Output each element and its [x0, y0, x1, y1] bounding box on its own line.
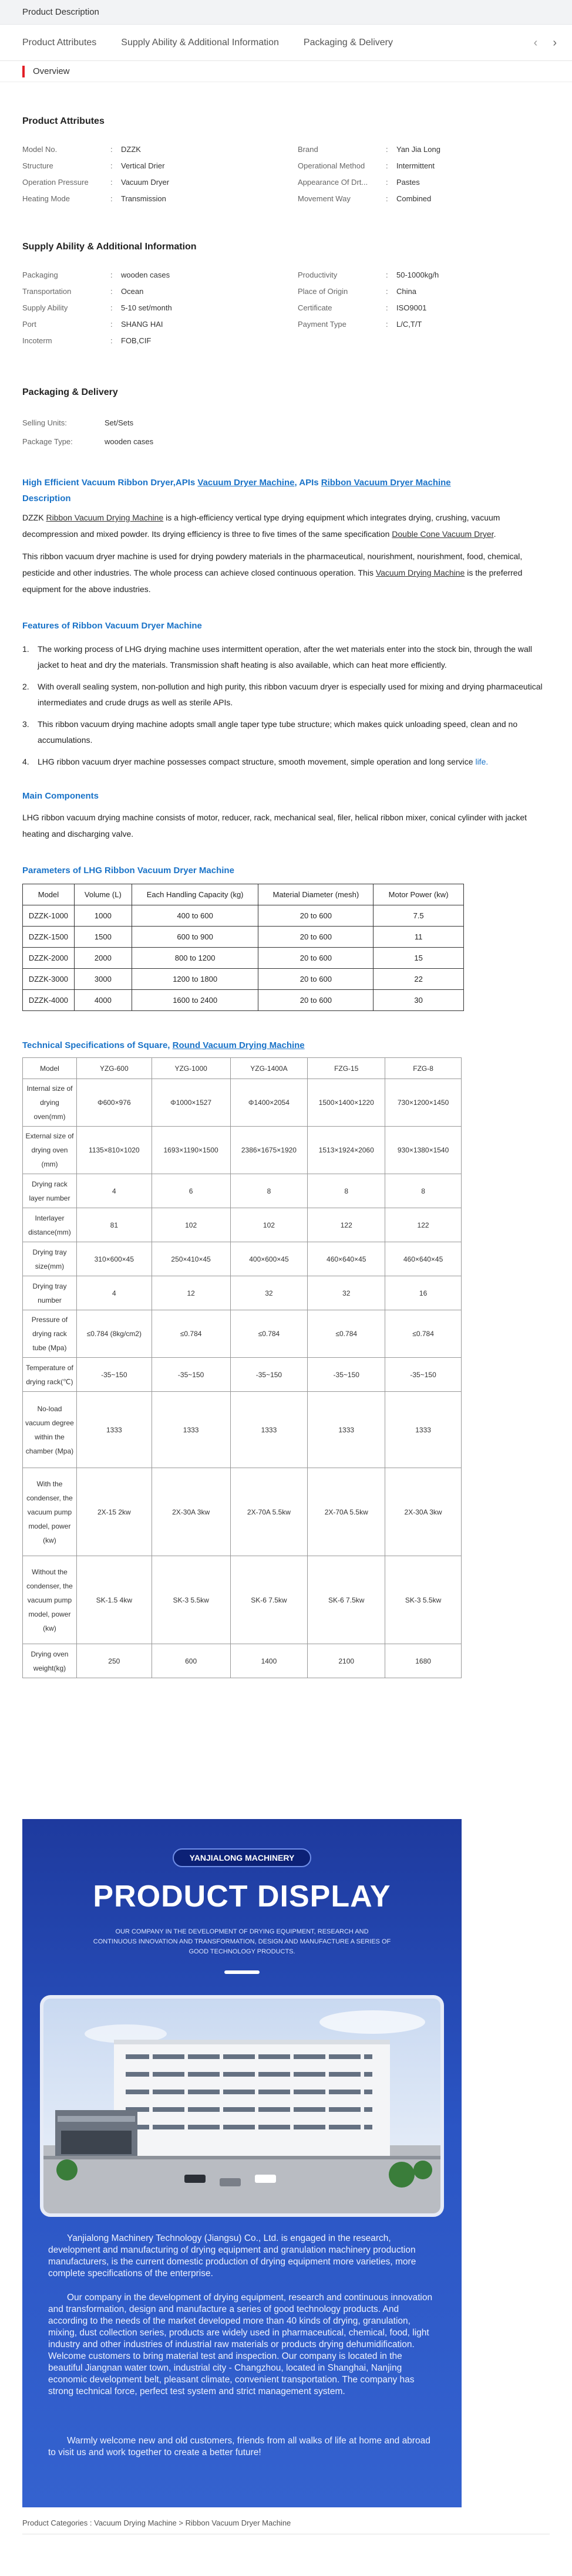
banner-divider	[224, 1970, 260, 1974]
attribute-value: SHANG HAI	[121, 319, 163, 329]
factory-building-image	[40, 1995, 444, 2217]
attribute-row: Structure : Vertical Drier	[22, 161, 165, 170]
banner-title: PRODUCT DISPLAY	[93, 1879, 391, 1914]
params-title: Parameters of LHG Ribbon Vacuum Dryer Machine	[22, 866, 234, 875]
attribute-value: 5-10 set/month	[121, 303, 172, 312]
factory-illustration	[43, 1999, 440, 2213]
attribute-value: Vertical Drier	[121, 161, 165, 170]
list-item: 2. With overall sealing system, non-pollution and high purity, this ribbon vacuum dryer is especially used for mixing and drying pharmaceutical intermediates and crude drugs as well as sterile APIs.	[22, 682, 543, 707]
column-header: FZG-8	[385, 1058, 462, 1079]
round-vacuum-drying-machine-link[interactable]: Round Vacuum Drying Machine	[172, 1040, 305, 1050]
attribute-row: Brand : Yan Jia Long	[298, 144, 440, 154]
ribbon-vacuum-drying-machine-link[interactable]: Ribbon Vacuum Drying Machine	[46, 513, 164, 522]
attribute-value: Set/Sets	[105, 418, 134, 427]
attribute-row: Model No. : DZZK	[22, 144, 141, 154]
table-row: Drying rack layer number 4 6 8 8 8	[23, 1174, 462, 1208]
attribute-value: Combined	[396, 194, 432, 203]
banner-subtitle: OUR COMPANY IN THE DEVELOPMENT OF DRYING EQUIPMENT, RESEARCH AND CONTINUOUS INNOVATION AND TRANSFORMATION, DESIGN AND MANUFACTURE A SERIES OF GOOD TECHNOLOGY PRODUCTS.	[93, 1928, 391, 1955]
column-header: YZG-1400A	[230, 1058, 308, 1079]
attribute-row: Certificate : ISO9001	[298, 303, 427, 312]
column-header: YZG-600	[76, 1058, 152, 1079]
tab-product-attributes[interactable]: Product Attributes	[22, 37, 97, 48]
attribute-row: Supply Ability : 5-10 set/month	[22, 303, 172, 312]
attribute-key: Transportation	[22, 286, 72, 296]
category-link-vacuum-drying[interactable]: Vacuum Drying Machine	[94, 2518, 177, 2527]
product-attributes-title: Product Attributes	[22, 116, 105, 126]
supply-ability-grid	[22, 266, 550, 349]
product-headline: High Efficient Vacuum Ribbon Dryer,APIs Vacuum Dryer Machine, APIs Ribbon Vacuum Dryer Machine	[22, 478, 451, 488]
attributes-left-column	[22, 141, 274, 207]
category-link-ribbon-vacuum-dryer[interactable]: Ribbon Vacuum Dryer Machine	[185, 2518, 291, 2527]
table-row: DZZK-2000 2000 800 to 1200 20 to 600 15	[23, 948, 464, 969]
column-header: Material Diameter (mesh)	[258, 884, 374, 905]
chevron-right-icon[interactable]: ›	[553, 36, 557, 49]
attribute-row	[22, 432, 550, 451]
ribbon-vacuum-dryer-link[interactable]: Ribbon Vacuum Dryer Machine	[321, 478, 451, 488]
table-row: DZZK-3000 3000 1200 to 1800 20 to 600 22	[23, 969, 464, 990]
product-display-banner	[22, 1819, 462, 2507]
vacuum-dryer-link[interactable]: Vacuum Dryer Machine	[197, 478, 295, 488]
column-header: Volume (L)	[74, 884, 132, 905]
list-item: 4. LHG ribbon vacuum dryer machine possesses compact structure, smooth movement, simple operation and long service life.	[22, 757, 489, 766]
column-header: Each Handling Capacity (kg)	[132, 884, 258, 905]
attribute-row: Incoterm : FOB,CIF	[22, 336, 152, 345]
tab-bar	[0, 25, 572, 61]
attribute-row: Productivity : 50-1000kg/h	[298, 270, 439, 279]
table-row: Drying tray number 4 12 32 32 16	[23, 1276, 462, 1310]
attribute-value: Pastes	[396, 177, 420, 187]
list-item: 3. This ribbon vacuum drying machine adopts small angle taper type tube structure; which makes quick unloading speed, clean and no accumulations.	[22, 719, 518, 745]
table-row: DZZK-4000 4000 1600 to 2400 20 to 600 30	[23, 990, 464, 1011]
attribute-key: Port	[22, 319, 36, 329]
components-title: Main Components	[22, 791, 99, 801]
features-title: Features of Ribbon Vacuum Dryer Machine	[22, 621, 202, 631]
column-header: Model	[23, 884, 75, 905]
attribute-key: Operational Method	[298, 161, 365, 170]
company-paragraph-1: Yanjialong Machinery Technology (Jiangsu) Co., Ltd. is engaged in the research, development and manufacturing of drying equipment and granulation machinery production manufacturers, is the current domestic production of drying equipment more varieties, more complete specifications of the enterprise.	[48, 2233, 416, 2278]
attribute-key: Package Type:	[22, 437, 73, 446]
attribute-key: Selling Units:	[22, 418, 67, 427]
attribute-row: Payment Type : L/C,T/T	[298, 319, 422, 329]
attribute-value: FOB,CIF	[121, 336, 152, 345]
table-row: DZZK-1500 1500 600 to 900 20 to 600 11	[23, 927, 464, 948]
table-header-row	[23, 884, 464, 905]
features-list	[22, 641, 550, 770]
main-content	[0, 116, 572, 1678]
double-cone-vacuum-dryer-link[interactable]: Double Cone Vacuum Dryer	[392, 529, 494, 539]
attribute-row: Movement Way : Combined	[298, 194, 432, 203]
attribute-key: Place of Origin	[298, 286, 348, 296]
attribute-key: Operation Pressure	[22, 177, 89, 187]
table-row: External size of drying oven (mm) 1135×810×1020 1693×1190×1500 2386×1675×1920 1513×1924×2060 930×1380×1540	[23, 1127, 462, 1174]
attribute-value: wooden cases	[105, 437, 154, 446]
table-row: Pressure of drying rack tube (Mpa) ≤0.784 (8kg/cm2) ≤0.784 ≤0.784 ≤0.784 ≤0.784	[23, 1310, 462, 1358]
parameters-table	[22, 884, 464, 1011]
company-paragraph-2: Our company in the development of drying equipment, research and continuous innovation and transformation, design and manufacture a series of good technology products. And according to the needs of the market developed more than 40 kinds of drying, granulation, mixing, dust collection series, products are widely used in pharmaceutical, chemical, food, light industry and other industries of industrial raw materials or products drying dehumidification. Welcome customers to bring material test and inspection. Our company is located in the beautiful Jiangnan water town, industrial city - Changzhou, located in Shanghai, Nanjing economic development belt, pleasant climate, convenient transportation. The company has strong technical force, perfect test system and strict management system.	[48, 2293, 433, 2396]
table-row: Without the condenser, the vacuum pump model, power (kw) SK-1.5 4kw SK-3 5.5kw SK-6 7.5kw SK-6 7.5kw SK-3 5.5kw	[23, 1556, 462, 1644]
attribute-row: Appearance Of Drt... : Pastes	[298, 177, 420, 187]
attribute-key: Model No.	[22, 144, 58, 154]
attribute-row: Port : SHANG HAI	[22, 319, 163, 329]
attribute-value: China	[396, 286, 416, 296]
attribute-key: Heating Mode	[22, 194, 70, 203]
attribute-value: Transmission	[121, 194, 166, 203]
table-header-row	[23, 1058, 462, 1079]
attribute-value: Ocean	[121, 286, 144, 296]
tech-specs-table	[22, 1057, 462, 1678]
company-paragraph-3: Warmly welcome new and old customers, friends from all walks of life at home and abroad to visit us and work together to create a better future!	[48, 2436, 430, 2457]
attribute-value: L/C,T/T	[396, 319, 422, 329]
column-header: FZG-15	[308, 1058, 385, 1079]
table-row: Drying tray size(mm) 310×600×45 250×410×45 400×600×45 460×640×45 460×640×45	[23, 1242, 462, 1276]
supply-ability-title: Supply Ability & Additional Information	[22, 242, 197, 252]
attribute-value: ISO9001	[396, 303, 427, 312]
column-header: YZG-1000	[152, 1058, 230, 1079]
table-row: DZZK-1000 1000 400 to 600 20 to 600 7.5	[23, 905, 464, 927]
table-row: Internal size of drying oven(mm) Φ600×976 Φ1000×1527 Φ1400×2054 1500×1400×1220 730×1200×1450	[23, 1079, 462, 1127]
tab-packaging-delivery[interactable]: Packaging & Delivery	[303, 37, 393, 48]
attribute-row: Operational Method : Intermittent	[298, 161, 435, 170]
table-row: With the condenser, the vacuum pump model, power (kw) 2X-15 2kw 2X-30A 3kw 2X-70A 5.5kw 2X-70A 5.5kw 2X-30A 3kw	[23, 1468, 462, 1556]
product-attributes-grid	[22, 141, 550, 207]
attribute-row: Transportation : Ocean	[22, 286, 144, 296]
attribute-value: Yan Jia Long	[396, 144, 440, 154]
attribute-key: Incoterm	[22, 336, 52, 345]
attribute-value: 50-1000kg/h	[396, 270, 439, 279]
components-text: LHG ribbon vacuum drying machine consists of motor, reducer, rack, mechanical seal, filer, helical ribbon mixer, conical cylinder with jacket heating and discharging valve.	[22, 813, 527, 839]
attribute-key: Brand	[298, 144, 318, 154]
attribute-key: Appearance Of Drt...	[298, 177, 368, 187]
overview-label: Overview	[33, 66, 70, 76]
table-row: No-load vacuum degree within the chamber (Mpa) 1333 1333 1333 1333 1333	[23, 1392, 462, 1468]
packaging-title: Packaging & Delivery	[22, 387, 118, 397]
attribute-key: Supply Ability	[22, 303, 68, 312]
attribute-value: DZZK	[121, 144, 141, 154]
vacuum-drying-machine-link[interactable]: Vacuum Drying Machine	[375, 568, 465, 577]
description-paragraph-1: DZZK Ribbon Vacuum Drying Machine is a high-efficiency vertical type drying equipment which integrates drying, crushing, vacuum decompression and mixed powder. Its drying efficiency is three to five times of the same specification Double Cone Vacuum Dryer.	[22, 513, 500, 539]
attribute-value: Vacuum Dryer	[121, 177, 170, 187]
supply-left-column	[22, 266, 274, 349]
tab-scroll-controls	[534, 25, 557, 61]
overview-heading	[0, 61, 572, 82]
attribute-key: Structure	[22, 161, 53, 170]
attribute-row: Packaging : wooden cases	[22, 270, 170, 279]
tab-supply-ability[interactable]: Supply Ability & Additional Information	[121, 37, 279, 48]
attribute-key: Productivity	[298, 270, 338, 279]
attribute-key: Payment Type	[298, 319, 346, 329]
page-title: Product Description	[22, 7, 99, 17]
packaging-list	[22, 413, 550, 451]
attribute-row: Heating Mode : Transmission	[22, 194, 166, 203]
column-header: Model	[23, 1058, 77, 1079]
list-item: 1. The working process of LHG drying machine uses intermittent operation, after the wet materials enter into the stock bin, through the wall jacket to heat and dry the materials. Transmission shaft heating is also available, which can heat more efficiently.	[22, 644, 532, 670]
description-header	[0, 0, 572, 25]
attribute-value: Intermittent	[396, 161, 435, 170]
overview-accent-bar	[22, 66, 25, 77]
attribute-key: Certificate	[298, 303, 332, 312]
breadcrumb: Product Categories : Vacuum Drying Machine > Ribbon Vacuum Dryer Machine	[22, 2518, 291, 2527]
attribute-key: Movement Way	[298, 194, 351, 203]
attribute-value: wooden cases	[121, 270, 170, 279]
table-row: Temperature of drying rack(℃) -35~150 -35~150 -35~150 -35~150 -35~150	[23, 1358, 462, 1392]
column-header: Motor Power (kw)	[374, 884, 464, 905]
attributes-right-column	[298, 141, 550, 207]
attribute-row	[22, 413, 550, 432]
description-paragraph-2: This ribbon vacuum dryer machine is used for drying powdery materials in the pharmaceutical, nourishment, nourishment, food, chemical, pesticide and other industries. The whole process can achieve closed continuous operation. This Vacuum Drying Machine is the preferred equipment for the above industries.	[22, 552, 523, 594]
attribute-row: Place of Origin : China	[298, 286, 416, 296]
brand-badge: YANJIALONG MACHINERY	[173, 1848, 311, 1867]
table-row: Drying oven weight(kg) 250 600 1400 2100 1680	[23, 1644, 462, 1678]
tech-specs-title: Technical Specifications of Square, Round Vacuum Drying Machine	[22, 1040, 305, 1050]
description-title: Description	[22, 493, 71, 503]
table-row: Interlayer distance(mm) 81 102 102 122 122	[23, 1208, 462, 1242]
chevron-left-icon[interactable]: ‹	[533, 36, 538, 49]
attribute-row: Operation Pressure : Vacuum Dryer	[22, 177, 170, 187]
supply-right-column	[298, 266, 550, 349]
attribute-key: Packaging	[22, 270, 58, 279]
